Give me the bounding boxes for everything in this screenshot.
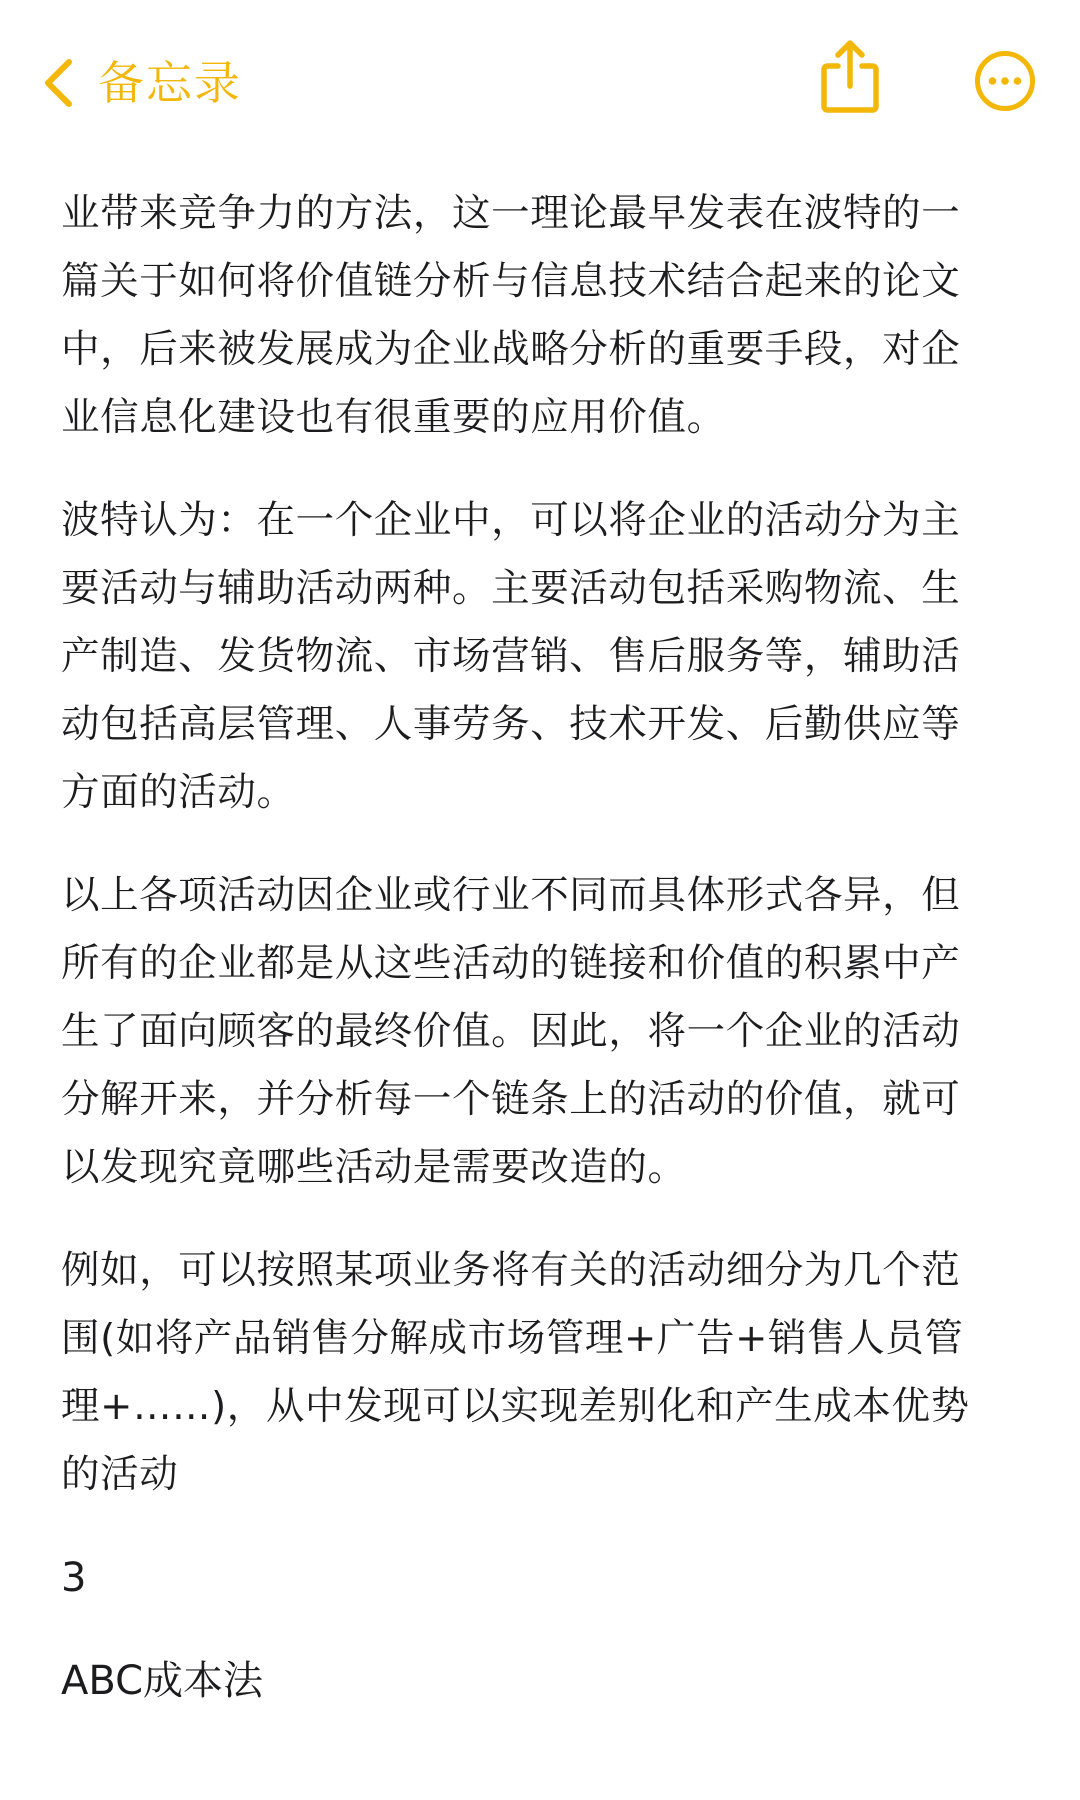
ellipsis-circle-icon[interactable] <box>974 50 1036 112</box>
text-line: 所有的企业都是从这些活动的链接和价值的积累中产 <box>61 941 961 986</box>
text-line: 方面的活动。 <box>61 770 296 815</box>
text-line: 以上各项活动因企业或行业不同而具体形式各异，但 <box>61 873 961 918</box>
text-line: 业带来竞争力的方法，这一理论最早发表在波特的一 <box>61 191 961 236</box>
note-paragraph <box>61 487 1021 827</box>
text-line: 动包括高层管理、人事劳务、技术开发、后勤供应等 <box>61 702 961 747</box>
section-title: ABC成本法 <box>61 1658 264 1704</box>
navigation-bar <box>0 0 1080 150</box>
note-paragraph <box>61 1237 1021 1509</box>
text-line: 要活动与辅助活动两种。主要活动包括采购物流、生 <box>61 566 961 611</box>
text-line: 中，后来被发展成为企业战略分析的重要手段，对企 <box>61 327 961 372</box>
text-line: 以发现究竟哪些活动是需要改造的。 <box>61 1145 687 1190</box>
back-button[interactable] <box>40 48 242 118</box>
text-line: 的活动 <box>61 1452 179 1497</box>
text-line: 例如，可以按照某项业务将有关的活动细分为几个范 <box>61 1248 961 1293</box>
text-line: 生了面向顾客的最终价值。因此，将一个企业的活动 <box>61 1009 961 1054</box>
back-label: 备忘录 <box>98 56 242 110</box>
text-line: 理+……)，从中发现可以实现差别化和产生成本优势 <box>61 1384 970 1429</box>
chevron-left-icon <box>40 56 76 110</box>
text-line: 产制造、发货物流、市场营销、售后服务等，辅助活 <box>61 634 961 679</box>
text-line: 篇关于如何将价值链分析与信息技术结合起来的论文 <box>61 259 961 304</box>
text-line: 波特认为：在一个企业中，可以将企业的活动分为主 <box>61 498 961 543</box>
note-paragraph <box>61 180 1021 452</box>
note-body[interactable] <box>61 180 1021 1715</box>
note-paragraph <box>61 862 1021 1202</box>
text-line: 分解开来，并分析每一个链条上的活动的价值，就可 <box>61 1077 961 1122</box>
share-icon[interactable] <box>818 38 882 114</box>
text-line: 业信息化建设也有很重要的应用价值。 <box>61 395 726 440</box>
section-number: 3 <box>61 1555 87 1601</box>
text-line: 围(如将产品销售分解成市场管理+广告+销售人员管 <box>61 1316 964 1361</box>
